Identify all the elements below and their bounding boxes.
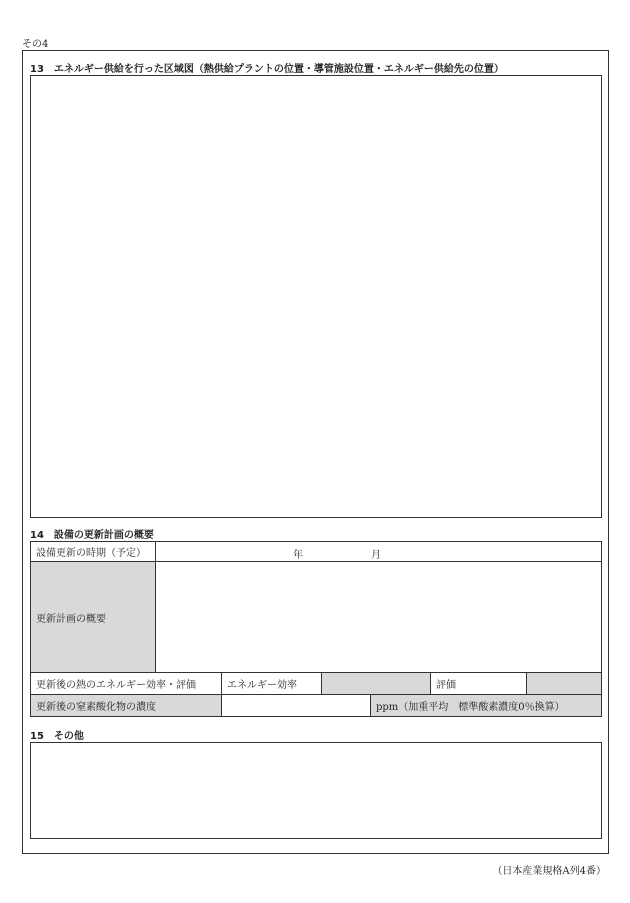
energy-efficiency-label: エネルギー効率: [221, 672, 322, 695]
efficiency-row-label: 更新後の熱のエネルギー効率・評価: [30, 672, 222, 695]
section-13-heading: 13 エネルギー供給を行った区域図（熱供給プラントの位置・導管施設位置・エネルギー供給先の位置）: [30, 64, 504, 75]
overview-field[interactable]: [155, 561, 602, 673]
nox-row-label: 更新後の窒素酸化物の濃度: [30, 694, 222, 717]
energy-efficiency-value[interactable]: [321, 672, 431, 695]
area-map-box[interactable]: [30, 75, 602, 518]
evaluation-value[interactable]: [526, 672, 602, 695]
renewal-timing-field[interactable]: [155, 541, 602, 562]
evaluation-label: 評価: [430, 672, 527, 695]
nox-unit-label: ppm（加重平均 標準酸素濃度0％換算）: [370, 694, 602, 717]
other-notes-box[interactable]: [30, 742, 602, 839]
section-15-heading: 15 その他: [30, 731, 84, 742]
page-label: その4: [22, 39, 49, 50]
month-label: 月: [371, 550, 381, 561]
renewal-timing-label: 設備更新の時期（予定）: [30, 541, 156, 562]
section-14-heading: 14 設備の更新計画の概要: [30, 530, 154, 541]
overview-label: 更新計画の概要: [30, 561, 156, 673]
nox-value-field[interactable]: [221, 694, 371, 717]
year-label: 年: [293, 550, 303, 561]
footer-paper-size: （日本産業規格A列4番）: [492, 866, 606, 877]
